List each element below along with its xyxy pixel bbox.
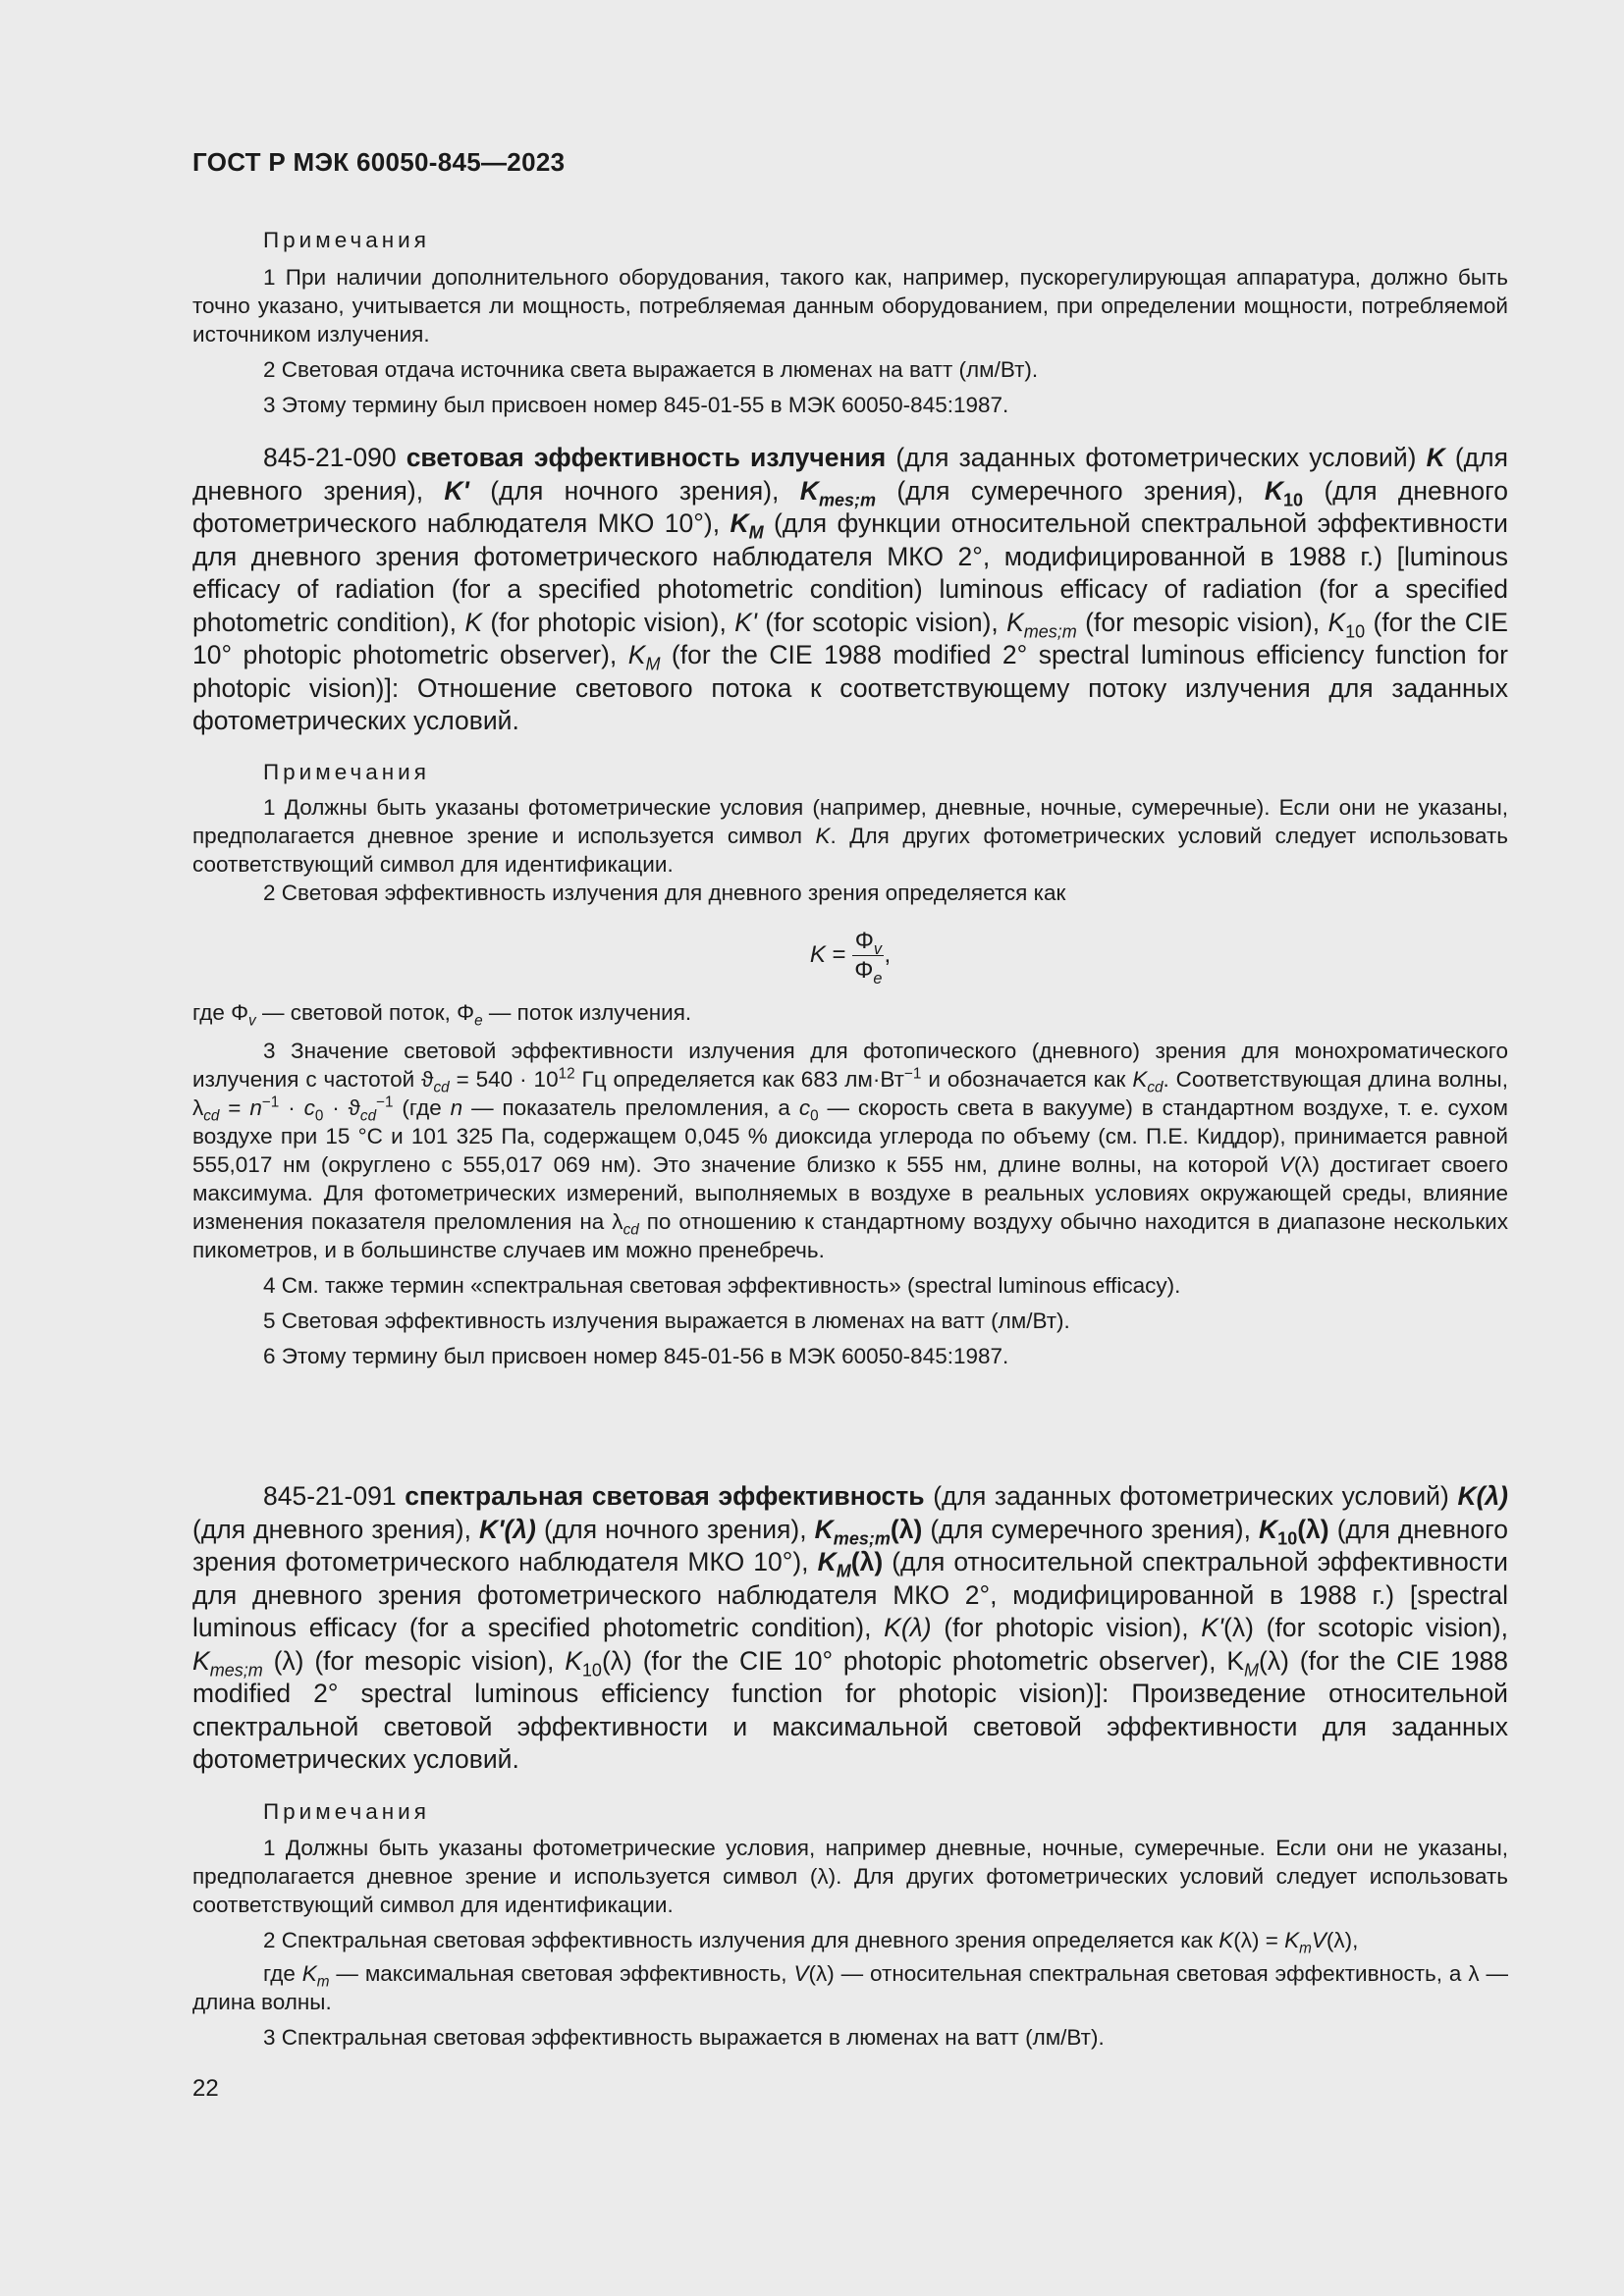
symbol-subscript: M	[645, 654, 661, 674]
term-definition: Отношение светового потока к соответствующему потоку излучения для заданных фотометрических условий.	[192, 672, 1508, 735]
note-2: 2 Световая эффективность излучения для дневного зрения определяется как	[263, 881, 1066, 905]
symbol-subscript: 10	[1277, 1527, 1298, 1548]
note-text: 2 Спектральная световая эффективность излучения для дневного зрения определяется как	[263, 1928, 1213, 1952]
subscript: cd	[623, 1221, 639, 1239]
note-text: Гц определяется как 683 лм·Вт	[581, 1067, 904, 1092]
notes-heading: Примечания	[263, 228, 430, 252]
note-text: . Соответствующая длина волны, λ	[192, 1067, 1508, 1120]
note-text: (λ) =	[1233, 1928, 1278, 1952]
note-text: (λ),	[1326, 1928, 1359, 1952]
note-text: 1 Должны быть указаны фотометрические условия (например, дневные, ночные, сумеречные). Если они не указаны, предполагается дневное зрение и используется символ	[192, 795, 1508, 848]
symbol-desc: (for the CIE 1988 modified 2° spectral luminous efficiency function for photopic vision)]:	[192, 640, 1508, 703]
symbol-desc: (for mesopic vision),	[1085, 607, 1321, 637]
symbol-K-lambda: K(λ)	[884, 1613, 932, 1642]
formula-subscript: e	[474, 1012, 483, 1030]
note-1: 1 Должны быть указаны фотометрические условия, например дневные, ночные, сумеречные. Если они не указаны, предполагается дневное зрение и используется символ (λ). Для других фотометрических условий следует использовать соответствующий символ для идентификации.	[192, 1836, 1508, 1917]
term-845-21-090	[192, 442, 1508, 738]
symbol-K-prime-lambda: K'(λ)	[479, 1514, 536, 1544]
term-paragraph	[192, 442, 1508, 738]
symbol-K-mes: K	[814, 1514, 834, 1544]
symbol-K: K	[1284, 1928, 1300, 1952]
symbol-lambda: (λ)	[601, 1645, 632, 1676]
notes-heading: Примечания	[263, 1799, 430, 1824]
where-text: — световой поток, Φ	[261, 1000, 475, 1025]
symbol-desc: (for the CIE 10° photopic photometric observer),	[642, 1645, 1217, 1676]
symbol-desc: (для относительной спектральной эффективности для дневного зрения фотометрического наблюдателя МКО 2°, модифицированной в 1988 г.)	[192, 1547, 1508, 1610]
symbol-K-10: K	[1264, 475, 1284, 506]
symbol-K: K	[815, 824, 831, 848]
where-text: где	[263, 1961, 296, 1986]
symbol-c: c	[798, 1095, 811, 1120]
subscript: cd	[203, 1107, 220, 1125]
subscript: cd	[433, 1079, 450, 1096]
symbol-K: K	[1218, 1928, 1234, 1952]
symbol-subscript: mes;m	[209, 1659, 263, 1680]
note-text: по отношению к стандартному воздуху обычно находится в диапазоне нескольких пикометров, и в большинстве случаев им можно пренебречь.	[192, 1209, 1508, 1262]
symbol-subscript: 10	[581, 1659, 602, 1680]
formula-luminous-efficacy	[192, 927, 1508, 988]
symbol-K-prime: K'	[734, 607, 757, 637]
note-text: . Для других фотометрических условий следует использовать соответствующий символ для идентификации.	[192, 824, 1508, 877]
formula-equals: =	[832, 940, 846, 968]
note-6: 6 Этому термину был присвоен номер 845-01-56 в МЭК 60050-845:1987.	[263, 1344, 1009, 1368]
term-name: спектральная световая эффективность	[405, 1481, 925, 1511]
symbol-lambda: (λ)	[273, 1645, 304, 1676]
subscript: 0	[314, 1107, 324, 1125]
note-text: ·	[288, 1095, 296, 1120]
where-text: — поток излучения.	[488, 1000, 692, 1025]
symbol-n: n	[249, 1095, 262, 1120]
english-term: [luminous efficacy of radiation (for a specified photometric condition) luminous efficacy of radiation (for a specified photometric condition),	[192, 541, 1508, 637]
superscript: −1	[903, 1065, 922, 1083]
notes-block-3	[192, 1797, 1508, 2052]
symbol-K-mes: K	[1006, 607, 1024, 637]
symbol-lambda: (λ)	[850, 1547, 884, 1576]
symbol-lambda: (λ)	[1259, 1645, 1289, 1676]
symbol-subscript: mes;m	[1023, 620, 1077, 641]
note-text: (где	[402, 1095, 442, 1120]
symbol-V: V	[1278, 1152, 1294, 1177]
symbol-K-mes: K	[192, 1645, 210, 1676]
english-term: [spectral luminous efficacy (for a specified photometric condition),	[192, 1579, 1508, 1642]
symbol-lambda: (λ)	[1297, 1514, 1329, 1544]
where-text: — максимальная световая эффективность,	[336, 1961, 787, 1986]
formula-comma: ,	[884, 940, 892, 968]
note-text: (λ) достигает своего максимума. Для фотометрических измерений, выполняемых в воздухе в реальных условиях окружающей среды, влияние изменения показателя преломления на λ	[192, 1152, 1508, 1234]
symbol-desc: (для дневного зрения),	[192, 443, 1508, 506]
phi-symbol: Φ	[854, 957, 874, 984]
symbol-desc: (for mesopic vision),	[314, 1645, 555, 1676]
symbol-K-lambda: K(λ)	[1457, 1481, 1508, 1511]
symbol-K-mes: K	[799, 475, 819, 506]
symbol-desc: (для дневного фотометрического наблюдателя МКО 10°),	[192, 475, 1508, 538]
symbol-K-M: K	[1226, 1645, 1244, 1676]
note-2-where	[192, 1959, 1508, 2016]
notes-block-2	[192, 758, 1508, 1370]
term-paragraph	[192, 1480, 1508, 1777]
note-3	[192, 1037, 1508, 1264]
symbol-desc: (для дневного зрения),	[192, 1514, 471, 1544]
term-name: световая эффективность излучения	[406, 443, 887, 472]
note-text: · ϑ	[332, 1095, 360, 1120]
formula-subscript: v	[873, 939, 882, 958]
notes-heading: Примечания	[263, 760, 430, 784]
symbol-desc: (for scotopic vision),	[765, 607, 999, 637]
term-definition: Произведение относительной спектральной световой эффективности и максимальной световой эффективности для заданных фотометрических условий.	[192, 1679, 1508, 1774]
term-condition: (для заданных фотометрических условий)	[933, 1481, 1449, 1511]
symbol-desc: (for photopic vision),	[944, 1613, 1189, 1642]
formula-numerator	[852, 927, 884, 956]
symbol-K: K	[464, 607, 483, 637]
document-header: ГОСТ Р МЭК 60050-845—2023	[192, 147, 566, 177]
note-text: 3 Значение световой эффективности излучения для фотопического (дневного) зрения для монохроматического излучения с частотой ϑ	[192, 1039, 1508, 1092]
symbol-c: c	[303, 1095, 315, 1120]
term-number: 845-21-091	[263, 1481, 397, 1511]
subscript: cd	[359, 1107, 377, 1125]
subscript: m	[316, 1973, 330, 1991]
subscript: cd	[1147, 1079, 1164, 1096]
symbol-K-prime: K'	[1201, 1613, 1224, 1642]
formula-where	[192, 998, 1508, 1030]
note-1	[192, 793, 1508, 879]
note-2: 2 Световая отдача источника света выражается в люменах на ватт (лм/Вт).	[263, 357, 1039, 382]
phi-symbol: Φ	[854, 928, 874, 954]
symbol-desc: (для дневного зрения фотометрического наблюдателя МКО 10°),	[192, 1514, 1508, 1576]
formula-subscript: v	[248, 1012, 256, 1030]
symbol-K-M: K	[730, 508, 749, 538]
note-2	[192, 1926, 1508, 1957]
formula-lhs: K	[809, 940, 826, 968]
formula-subscript: e	[873, 969, 883, 988]
formula-fraction	[852, 927, 884, 988]
symbol-K: K	[1132, 1067, 1148, 1092]
note-3: 3 Спектральная световая эффективность выражается в люменах на ватт (лм/Вт).	[263, 2025, 1105, 2050]
symbol-K: K	[301, 1961, 317, 1986]
symbol-subscript: mes;m	[818, 489, 877, 509]
symbol-desc: (для сумеречного зрения),	[930, 1514, 1251, 1544]
note-3: 3 Этому термину был присвоен номер 845-01-55 в МЭК 60050-845:1987.	[263, 393, 1009, 417]
symbol-K-prime: K'	[444, 475, 469, 506]
symbol-desc: (для функции относительной спектральной эффективности для дневного зрения фотометрического наблюдателя МКО 2°, модифицированной в 1988 г.)	[192, 508, 1508, 571]
symbol-subscript: M	[748, 522, 764, 543]
symbol-subscript: 10	[1283, 489, 1304, 509]
symbol-lambda: (λ)	[890, 1514, 923, 1544]
symbol-desc: (for the CIE 1988 modified 2° spectral luminous efficiency function for photopic vision)]:	[192, 1645, 1508, 1708]
symbol-K-10: K	[1327, 607, 1346, 637]
term-condition: (для заданных фотометрических условий)	[895, 443, 1417, 472]
note-5: 5 Световая эффективность излучения выражается в люменах на ватт (лм/Вт).	[263, 1308, 1070, 1333]
symbol-desc: (for the CIE 10° photopic photometric observer),	[192, 607, 1508, 669]
symbol-desc: (для ночного зрения),	[490, 475, 780, 506]
symbol-V: V	[1311, 1928, 1326, 1952]
subscript: m	[1299, 1940, 1312, 1957]
term-number: 845-21-090	[263, 443, 397, 472]
symbol-K-M: K	[817, 1547, 837, 1576]
superscript: −1	[376, 1094, 394, 1111]
symbol-desc: (для ночного зрения),	[543, 1514, 807, 1544]
notes-block-1	[192, 226, 1508, 419]
subscript: 0	[810, 1107, 819, 1125]
symbol-subscript: M	[836, 1561, 851, 1581]
where-text: где Φ	[192, 1000, 249, 1025]
note-text: =	[228, 1095, 242, 1120]
symbol-V: V	[793, 1961, 809, 1986]
note-1: 1 При наличии дополнительного оборудования, такого как, например, пускорегулирующая аппаратура, должно быть точно указано, учитывается ли мощность, потребляемая данным оборудованием, при определении мощности, потребляемой источником излучения.	[192, 265, 1508, 347]
symbol-subscript: mes;m	[833, 1527, 891, 1548]
superscript: −1	[261, 1094, 280, 1111]
symbol-desc: (for scotopic vision),	[1266, 1613, 1508, 1642]
symbol-subscript: M	[1244, 1659, 1260, 1680]
note-text: — показатель преломления, а	[471, 1095, 790, 1120]
symbol-K-M: K	[627, 640, 646, 669]
superscript: 12	[558, 1065, 575, 1083]
page-number: 22	[192, 2075, 219, 2102]
note-text: и обозначается как	[928, 1067, 1126, 1092]
note-text: = 540 · 10	[456, 1067, 559, 1092]
symbol-desc: (для сумеречного зрения),	[896, 475, 1244, 506]
term-845-21-091	[192, 1480, 1508, 1777]
note-text: — скорость света в вакууме) в стандартном воздухе, т. е. сухом воздухе при 15 °С и 101 325 Па, содержащем 0,045 % диоксида углерода по объему (см. П.Е. Киддор), принимается равной 555,017 нм (округлено с 555,017 069 нм). Это значение близко к 555 нм, длине волны, на которой	[192, 1095, 1508, 1177]
where-text: (λ) — относительная спектральная световая эффективность, а λ — длина волны.	[192, 1961, 1508, 2014]
symbol-K-10: K	[565, 1645, 582, 1676]
symbol-n: n	[450, 1095, 463, 1120]
note-4: 4 См. также термин «спектральная световая эффективность» (spectral luminous efficacy).	[263, 1273, 1181, 1298]
symbol-K-10: K	[1259, 1514, 1278, 1544]
formula-denominator	[852, 956, 884, 988]
symbol-K: K	[1426, 443, 1445, 472]
symbol-subscript: 10	[1345, 620, 1366, 641]
symbol-desc: (for photopic vision),	[490, 607, 727, 637]
symbol-lambda: (λ)	[1223, 1613, 1254, 1642]
